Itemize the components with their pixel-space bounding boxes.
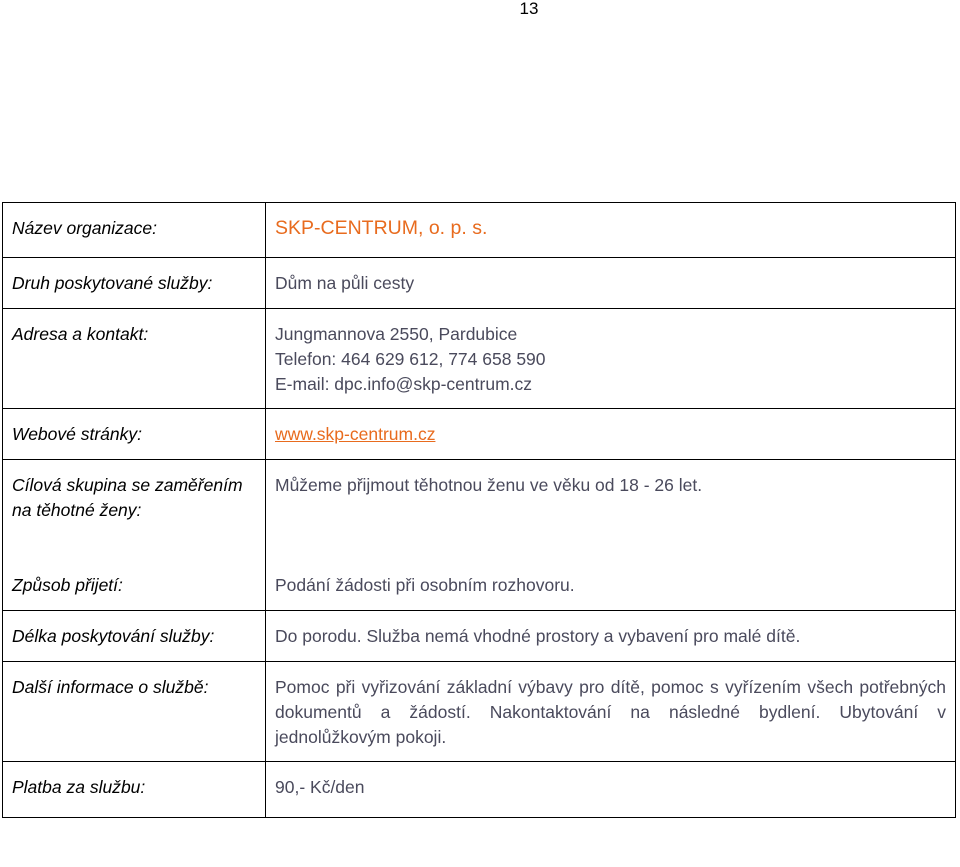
table-row [3, 662, 956, 762]
admission-label: Způsob přijetí: [3, 560, 266, 611]
organization-name-text: SKP-CENTRUM, o. p. s. [275, 217, 488, 239]
more-info-label: Další informace o službě: [3, 662, 266, 762]
more-info-value: Pomoc při vyřizování základní výbavy pro dítě, pomoc s vyřízením všech potřebných dokumentů a žádostí. Nakontaktování na následné bydlení. Ubytování v jednolůžkovým pokoji. [266, 662, 956, 762]
website-cell [266, 409, 956, 460]
organization-label: Název organizace: [3, 203, 266, 258]
service-type-value: Dům na půli cesty [266, 258, 956, 309]
address-line: Jungmannova 2550, Pardubice [275, 324, 518, 344]
service-info-table [2, 202, 956, 818]
table-row [3, 611, 956, 662]
admission-value: Podání žádosti při osobním rozhovoru. [266, 560, 956, 611]
payment-label: Platba za službu: [3, 762, 266, 818]
table-row [3, 309, 956, 409]
table-row [3, 560, 956, 611]
duration-label: Délka poskytování služby: [3, 611, 266, 662]
website-link[interactable]: www.skp-centrum.cz [275, 424, 436, 444]
table-row [3, 409, 956, 460]
target-group-value: Můžeme přijmout těhotnou ženu ve věku od 18 - 26 let. [266, 460, 956, 560]
organization-name [266, 203, 956, 258]
duration-value: Do porodu. Služba nemá vhodné prostory a vybavení pro malé dítě. [266, 611, 956, 662]
table-row [3, 258, 956, 309]
phone-line: Telefon: 464 629 612, 774 658 590 [275, 349, 546, 369]
service-type-label: Druh poskytované služby: [3, 258, 266, 309]
table-row [3, 762, 956, 818]
table-row [3, 203, 956, 258]
target-group-label: Cílová skupina se zaměřením na těhotné ženy: [3, 460, 266, 560]
email-line: E-mail: dpc.info@skp-centrum.cz [275, 374, 533, 394]
payment-value: 90,- Kč/den [266, 762, 956, 818]
website-label: Webové stránky: [3, 409, 266, 460]
page-number: 13 [519, 0, 539, 18]
address-label: Adresa a kontakt: [3, 309, 266, 409]
address-value [266, 309, 956, 409]
table-row [3, 460, 956, 560]
